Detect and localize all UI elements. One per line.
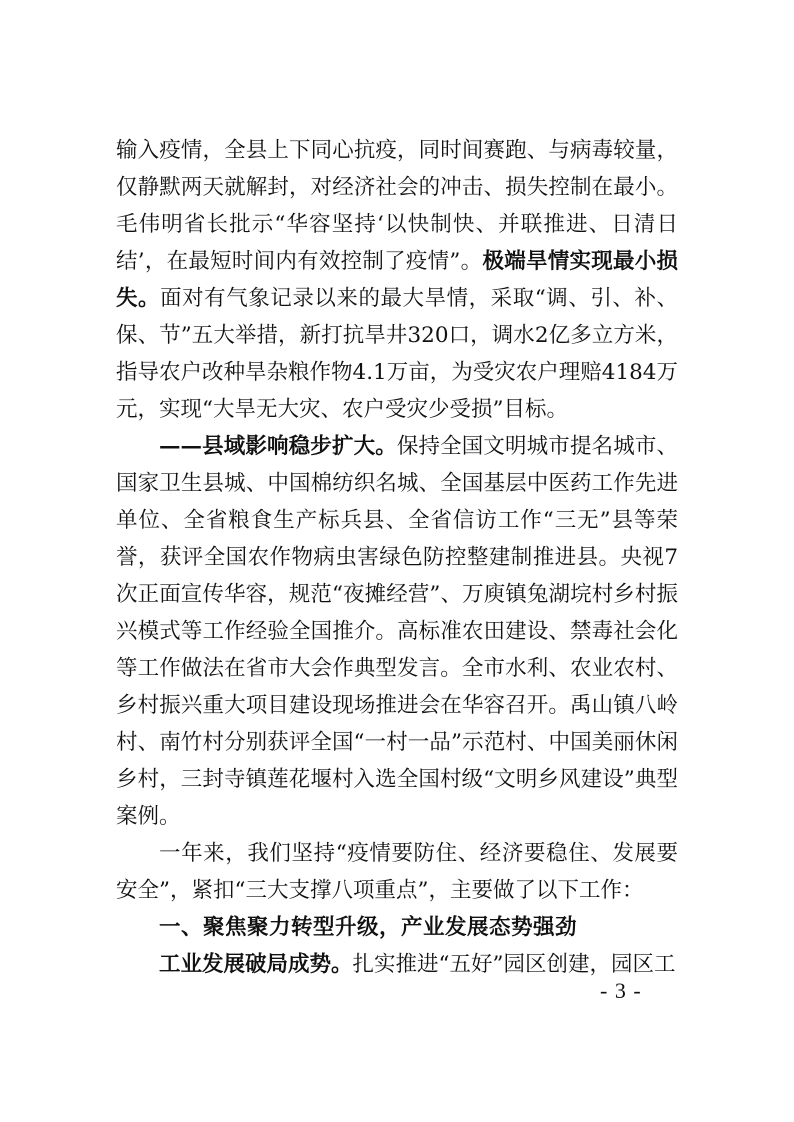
paragraph-summary: 一年来，我们坚持“疫情要防住、经济要稳住、发展要安全”，紧扣“三大支撑八项重点”，主要做了以下工作：	[116, 841, 678, 903]
page-number: - 3 -	[600, 978, 642, 1003]
section-heading: 一、聚焦聚力转型升级，产业发展态势强劲	[159, 915, 578, 940]
paragraph-epidemic-drought	[116, 132, 678, 428]
body-text	[116, 132, 678, 983]
paragraph-text: 保持全国文明城市提名城市、国家卫生县城、中国棉纺织名城、全国基层中医药工作先进单位、全省粮食生产标兵县、全省信访工作“三无”县等荣誉，获评全国农作物病虫害绿色防控整建制推进县。央视7次正面宣传华容，规范“夜摊经营”、万庾镇兔湖垸村乡村振兴模式等工作经验全国推介。高标准农田建设、禁毒社会化等工作做法在省市大会作典型发言。全市水利、农业农村、乡村振兴重大项目建设现场推进会在华容召开。禹山镇八岭村、南竹村分别获评全国“一村一品”示范村、中国美丽休闲乡村，三封寺镇莲花堰村入选全国村级“文明乡风建设”典型案例。	[116, 434, 678, 829]
bold-lead-county-influence: ——县域影响稳步扩大。	[159, 434, 397, 459]
paragraph-text: 输入疫情，全县上下同心抗疫，同时间赛跑、与病毒较量，仅静默两天就解封，对经济社会的冲击、损失控制在最小。毛伟明省长批示“华容坚持‘以快制快、并联推进、日清日结’，在最短时间内有效控制了疫情”。	[116, 138, 678, 274]
paragraph-county-influence	[116, 428, 678, 835]
bold-lead-industry: 工业发展破局成势。	[159, 952, 353, 977]
paragraph-text: 扎实推进“五好”园区创建，园区工	[352, 952, 676, 977]
paragraph-text: 面对有气象记录以来的最大旱情，采取“调、引、补、保、节”五大举措，新打抗旱井320口，调水2亿多立方米，指导农户改种旱杂粮作物4.1万亩，为受灾农户理赔4184万元，实现“大旱无大灾、农户受灾少受损”目标。	[116, 286, 678, 422]
bold-lead-drought: 极端旱情实现最小损失。	[116, 249, 678, 311]
paragraph-industry	[116, 946, 678, 983]
